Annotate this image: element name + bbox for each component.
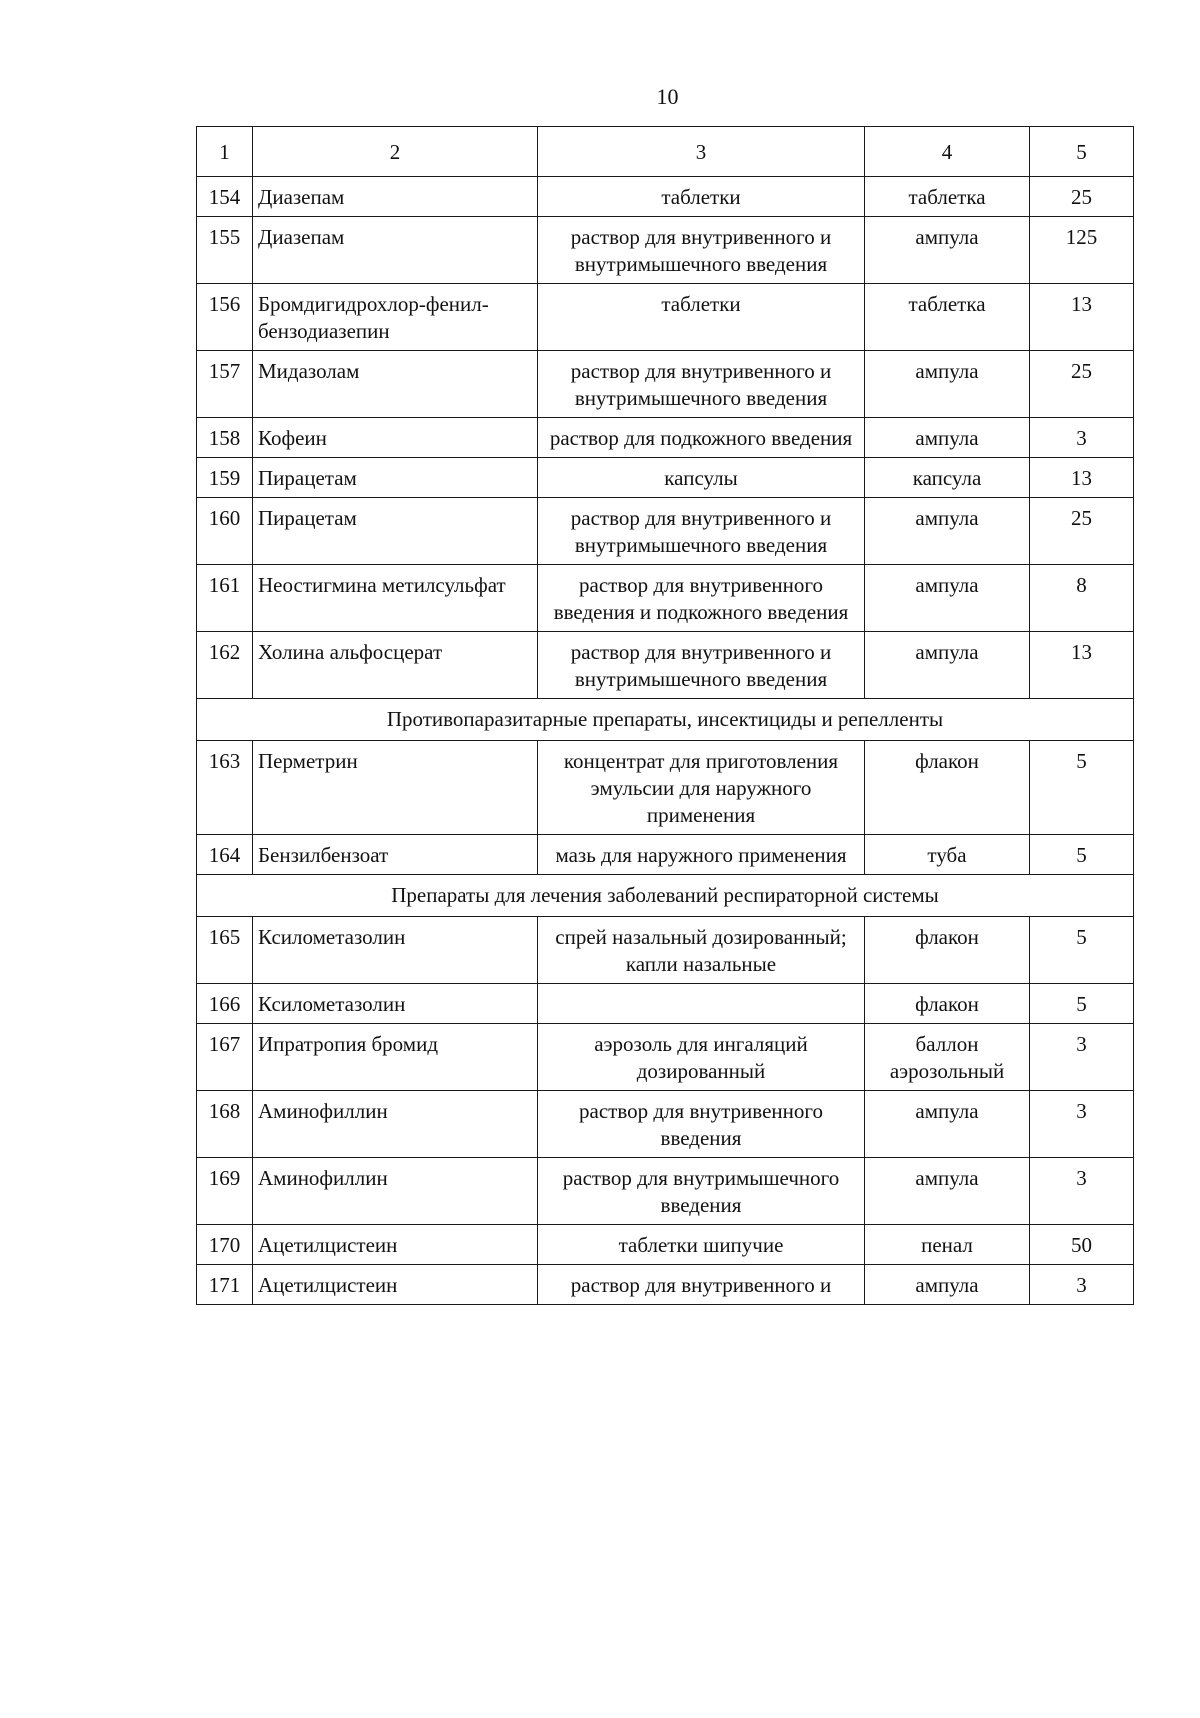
- package-unit-cell: ампула: [865, 498, 1030, 565]
- section-heading-row: [197, 699, 1134, 741]
- package-unit-cell: ампула: [865, 418, 1030, 458]
- package-unit-cell: ампула: [865, 565, 1030, 632]
- drug-name-cell: Неостигмина метилсульфат: [253, 565, 538, 632]
- row-number-cell: 158: [197, 418, 253, 458]
- row-number-cell: 154: [197, 177, 253, 217]
- drug-name-cell: Диазепам: [253, 217, 538, 284]
- dosage-form-cell: спрей назальный дозированный; капли назальные: [538, 917, 865, 984]
- row-number-cell: 167: [197, 1024, 253, 1091]
- dosage-form-cell: раствор для внутривенного и: [538, 1265, 865, 1305]
- quantity-cell: 3: [1030, 1265, 1134, 1305]
- dosage-form-cell: капсулы: [538, 458, 865, 498]
- row-number-cell: 156: [197, 284, 253, 351]
- table-row: [197, 217, 1134, 284]
- drug-name-cell: Ксилометазолин: [253, 917, 538, 984]
- table-row: [197, 835, 1134, 875]
- drug-name-cell: Пирацетам: [253, 458, 538, 498]
- quantity-cell: 125: [1030, 217, 1134, 284]
- table-row: [197, 1091, 1134, 1158]
- package-unit-cell: флакон: [865, 984, 1030, 1024]
- dosage-form-cell: концентрат для приготовления эмульсии для наружного применения: [538, 741, 865, 835]
- drug-name-cell: Аминофиллин: [253, 1158, 538, 1225]
- quantity-cell: 5: [1030, 835, 1134, 875]
- drug-name-cell: Мидазолам: [253, 351, 538, 418]
- package-unit-cell: ампула: [865, 351, 1030, 418]
- quantity-cell: 5: [1030, 741, 1134, 835]
- quantity-cell: 3: [1030, 1158, 1134, 1225]
- row-number-cell: 161: [197, 565, 253, 632]
- package-unit-cell: флакон: [865, 917, 1030, 984]
- drug-name-cell: Пирацетам: [253, 498, 538, 565]
- table-row: [197, 498, 1134, 565]
- row-number-cell: 169: [197, 1158, 253, 1225]
- row-number-cell: 166: [197, 984, 253, 1024]
- dosage-form-cell: таблетки шипучие: [538, 1225, 865, 1265]
- page-number: 10: [656, 84, 679, 109]
- quantity-cell: 8: [1030, 565, 1134, 632]
- package-unit-cell: ампула: [865, 1091, 1030, 1158]
- dosage-form-cell: раствор для внутривенного введения: [538, 1091, 865, 1158]
- package-unit-cell: пенал: [865, 1225, 1030, 1265]
- table-header-row: [197, 127, 1134, 177]
- quantity-cell: 3: [1030, 1091, 1134, 1158]
- table-row: [197, 458, 1134, 498]
- dosage-form-cell: таблетки: [538, 284, 865, 351]
- column-header-form: 3: [538, 127, 865, 177]
- dosage-form-cell: раствор для подкожного введения: [538, 418, 865, 458]
- drug-table: [196, 126, 1134, 1305]
- table-row: [197, 565, 1134, 632]
- dosage-form-cell: раствор для внутривенного и внутримышечного введения: [538, 217, 865, 284]
- section-heading-row: [197, 875, 1134, 917]
- drug-name-cell: Холина альфосцерат: [253, 632, 538, 699]
- package-unit-cell: таблетка: [865, 177, 1030, 217]
- dosage-form-cell: таблетки: [538, 177, 865, 217]
- table-row: [197, 632, 1134, 699]
- row-number-cell: 164: [197, 835, 253, 875]
- table-row: [197, 351, 1134, 418]
- table-body: [197, 127, 1134, 1305]
- package-unit-cell: баллон аэрозольный: [865, 1024, 1030, 1091]
- dosage-form-cell: раствор для внутримышечного введения: [538, 1158, 865, 1225]
- package-unit-cell: капсула: [865, 458, 1030, 498]
- dosage-form-cell: раствор для внутривенного и внутримышечного введения: [538, 632, 865, 699]
- drug-name-cell: Бромдигидрохлор-фенил-бензодиазепин: [253, 284, 538, 351]
- quantity-cell: 3: [1030, 1024, 1134, 1091]
- quantity-cell: 25: [1030, 351, 1134, 418]
- quantity-cell: 3: [1030, 418, 1134, 458]
- quantity-cell: 50: [1030, 1225, 1134, 1265]
- table-row: [197, 1225, 1134, 1265]
- package-unit-cell: ампула: [865, 217, 1030, 284]
- dosage-form-cell: мазь для наружного применения: [538, 835, 865, 875]
- column-header-name: 2: [253, 127, 538, 177]
- row-number-cell: 170: [197, 1225, 253, 1265]
- section-heading: Противопаразитарные препараты, инсектициды и репелленты: [197, 699, 1134, 741]
- drug-name-cell: Ксилометазолин: [253, 984, 538, 1024]
- dosage-form-cell: аэрозоль для ингаляций дозированный: [538, 1024, 865, 1091]
- drug-name-cell: Ацетилцистеин: [253, 1225, 538, 1265]
- row-number-cell: 157: [197, 351, 253, 418]
- package-unit-cell: флакон: [865, 741, 1030, 835]
- row-number-cell: 163: [197, 741, 253, 835]
- row-number-cell: 162: [197, 632, 253, 699]
- table-row: [197, 1265, 1134, 1305]
- dosage-form-cell: раствор для внутривенного введения и подкожного введения: [538, 565, 865, 632]
- table-row: [197, 1024, 1134, 1091]
- package-unit-cell: ампула: [865, 1158, 1030, 1225]
- column-header-number: 1: [197, 127, 253, 177]
- row-number-cell: 160: [197, 498, 253, 565]
- quantity-cell: 25: [1030, 177, 1134, 217]
- package-unit-cell: таблетка: [865, 284, 1030, 351]
- table-row: [197, 418, 1134, 458]
- table-row: [197, 284, 1134, 351]
- drug-name-cell: Ацетилцистеин: [253, 1265, 538, 1305]
- drug-name-cell: Диазепам: [253, 177, 538, 217]
- quantity-cell: 13: [1030, 632, 1134, 699]
- drug-name-cell: Бензилбензоат: [253, 835, 538, 875]
- table-row: [197, 917, 1134, 984]
- quantity-cell: 5: [1030, 917, 1134, 984]
- package-unit-cell: туба: [865, 835, 1030, 875]
- table-row: [197, 177, 1134, 217]
- drug-name-cell: Кофеин: [253, 418, 538, 458]
- dosage-form-cell: раствор для внутривенного и внутримышечного введения: [538, 498, 865, 565]
- row-number-cell: 159: [197, 458, 253, 498]
- quantity-cell: 25: [1030, 498, 1134, 565]
- quantity-cell: 13: [1030, 458, 1134, 498]
- dosage-form-cell: раствор для внутривенного и внутримышечного введения: [538, 351, 865, 418]
- quantity-cell: 13: [1030, 284, 1134, 351]
- table-row: [197, 741, 1134, 835]
- table-row: [197, 1158, 1134, 1225]
- row-number-cell: 168: [197, 1091, 253, 1158]
- quantity-cell: 5: [1030, 984, 1134, 1024]
- drug-name-cell: Перметрин: [253, 741, 538, 835]
- package-unit-cell: ампула: [865, 632, 1030, 699]
- row-number-cell: 171: [197, 1265, 253, 1305]
- row-number-cell: 165: [197, 917, 253, 984]
- row-number-cell: 155: [197, 217, 253, 284]
- package-unit-cell: ампула: [865, 1265, 1030, 1305]
- column-header-unit: 4: [865, 127, 1030, 177]
- section-heading: Препараты для лечения заболеваний респираторной системы: [197, 875, 1134, 917]
- table-row: [197, 984, 1134, 1024]
- drug-name-cell: Ипратропия бромид: [253, 1024, 538, 1091]
- drug-name-cell: Аминофиллин: [253, 1091, 538, 1158]
- dosage-form-cell: [538, 984, 865, 1024]
- column-header-quantity: 5: [1030, 127, 1134, 177]
